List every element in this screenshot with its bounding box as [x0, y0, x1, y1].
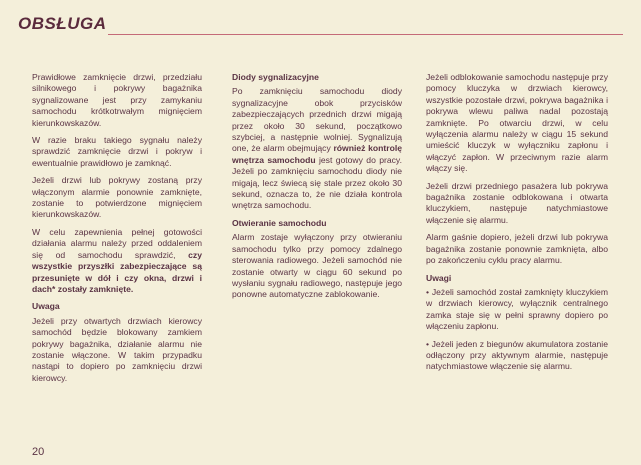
paragraph-text: Po zamknięciu samochodu diody sygnalizacyjne obok przycisków zabezpieczających przednich drzwi migają przez około 30 sekund, początkowo szybciej, a następnie wolniej. Sygnalizują one, że alarm obejmujący — [232, 86, 402, 154]
list-item: • Jeżeli jeden z biegunów akumulatora zostanie odłączony przy aktywnym alarmie, następuje natychmiastowe włączenie się alarmu. — [426, 338, 608, 372]
emphasis-text: również kontrolę wnętrza samochodu — [232, 143, 402, 165]
paragraph — [32, 227, 202, 295]
list-item: • Jeżeli samochód został zamknięty kluczykiem w drzwiach kierowcy, wyłącznik centralnego zamka staje się w pełni sprawny dopiero po włączeniu zapłonu. — [426, 286, 608, 332]
paragraph — [232, 86, 402, 211]
heading-uwagi: Uwagi — [426, 272, 452, 283]
column-left — [32, 72, 202, 390]
section-title: OBSŁUGA — [18, 14, 107, 33]
paragraph: Alarm gaśnie dopiero, jeżeli drzwi lub pokrywa bagażnika zostanie ponownie zamknięta, albo po zakończeniu cyklu pracy alarmu. — [426, 232, 608, 266]
paragraph: Jeżeli odblokowanie samochodu następuje przy pomocy kluczyka w drzwiach kierowcy, wszystkie pozostałe drzwi, pokrywa bagażnika i pokrywa wlewu paliwa nadal pozostają zamknięte. Po otwarciu drzwi, w celu wyłączenia alarmu należy w ciągu 15 sekund umieścić kluczyk w wyłączniku zapłonu i włączyć zapłon. W przeciwnym razie alarm włączy się. — [426, 72, 609, 174]
paragraph: Jeżeli drzwi lub pokrywy zostaną przy włączonym alarmie ponownie zamknięte, zostanie to potwierdzone mignięciem kierunkowskazów. — [32, 175, 202, 220]
header-rule — [108, 34, 623, 35]
paragraph: W razie braku takiego sygnału należy sprawdzić zamknięcie drzwi i pokryw i ewentualnie prawidłowo je zamknąć. — [32, 135, 202, 168]
paragraph: Prawidłowe zamknięcie drzwi, przedziału silnikowego i pokrywy bagażnika sygnalizowane jest przy zamykaniu samochodu krótkotrwałym mignięciem kierunkowskazów. — [32, 72, 202, 128]
column-right — [426, 72, 608, 379]
paragraph: Jeżeli przy otwartych drzwiach kierowcy samochód będzie blokowany zamkiem pokrywy bagażnika, działanie alarmu nie zostanie włączone. W takim przypadku nastąpi to dopiero po zamknięciu drzwi kierowcy. — [32, 315, 202, 383]
heading-diody: Diody sygnalizacyjne — [232, 72, 319, 82]
heading-uwaga: Uwaga — [32, 301, 60, 312]
emphasis-text: czy wszystkie przyszłki zabezpieczające są przesunięte w dół i czy okna, drzwi i dach* zostały zamknięte. — [32, 249, 202, 294]
notes-list — [426, 287, 608, 373]
paragraph: Alarm zostaje wyłączony przy otwieraniu samochodu tylko przy pomocy zdalnego sterowania radiowego. Jeżeli samochód nie zostanie otwarty w ciągu 60 sekund po wysłaniu sygnału radiowego, następuje jego ponowne automatyczne zablokowanie. — [232, 232, 402, 300]
page-header — [18, 14, 623, 40]
page-number: 20 — [32, 446, 45, 458]
paragraph-text: jest gotowy do pracy. Jeżeli po zamknięciu samochodu diody nie migają, lecz świecą się stale przez około 30 sekund, oznacza to, że nie działa kontrola wnętrza samochodu. — [232, 154, 402, 211]
paragraph-text: W celu zapewnienia pełnej gotowości działania alarmu należy przed oddaleniem się od samochodu sprawdzić, — [32, 226, 202, 260]
paragraph: Jeżeli drzwi przedniego pasażera lub pokrywa bagażnika zostanie odblokowana i otwarta kluczykiem, następuje natychmiastowe włączenie się alarmu. — [426, 180, 608, 225]
heading-otwieranie: Otwieranie samochodu — [232, 217, 327, 228]
column-middle — [232, 72, 402, 307]
